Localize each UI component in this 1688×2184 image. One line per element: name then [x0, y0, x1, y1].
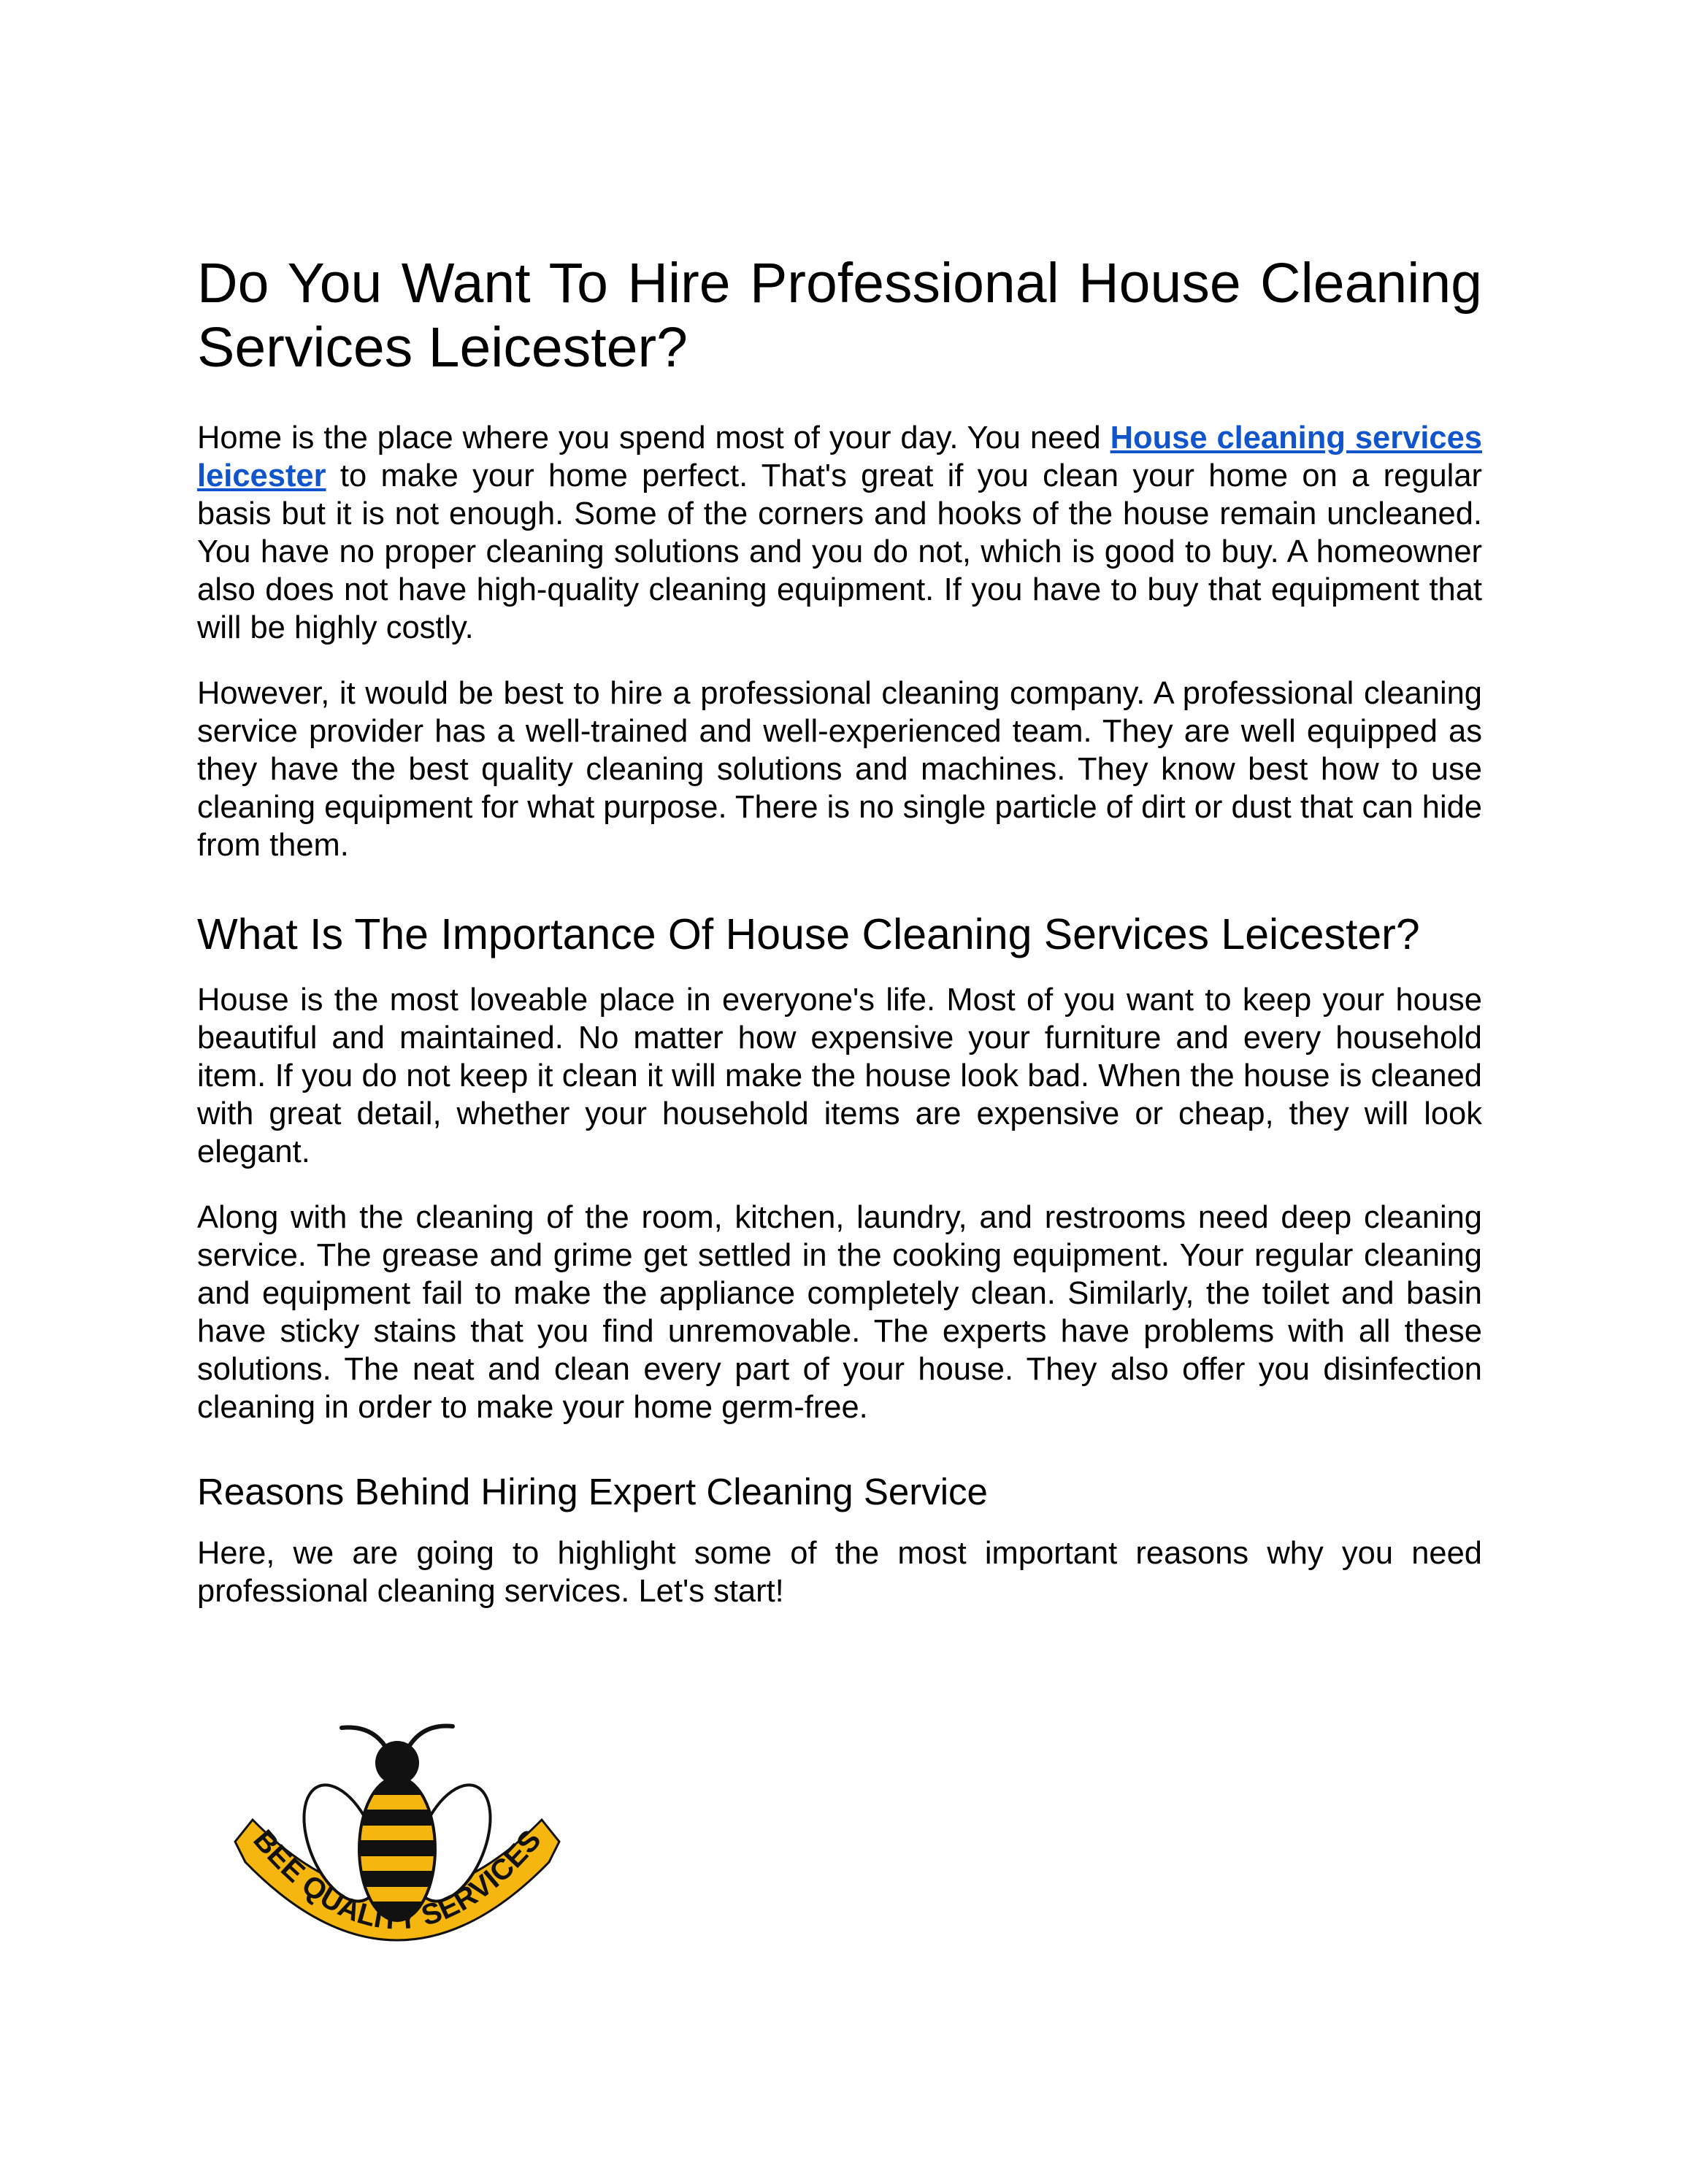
intro-text-after-link: to make your home perfect. That's great if you clean your home on a regular basis but it is not enough. Some of the corners and hooks of the house remain uncleaned. You have no proper cleaning solutions and you do not, which is good to buy. A homeowner also does not have high-quality cleaning equipment. If you have to buy that equipment that will be highly costly.: [197, 458, 1482, 645]
intro-paragraph: [197, 419, 1482, 647]
logo-brand-text: BEE QUALITY SERVICES: [247, 1823, 548, 1936]
right-antenna: [409, 1726, 453, 1747]
document-body: [197, 251, 1482, 1610]
house-cleaning-link[interactable]: House cleaning services leicester: [197, 420, 1482, 493]
left-antenna: [342, 1728, 385, 1747]
bee-icon: [232, 1719, 562, 1996]
paragraph-reasons-intro: Here, we are going to highlight some of the most important reasons why you need professional cleaning services. Let's start!: [197, 1536, 1482, 1609]
document-title: Do You Want To Hire Professional House Cleaning Services Leicester?: [197, 252, 1482, 379]
intro-text-before-link: Home is the place where you spend most of your day. You need: [197, 420, 1110, 455]
section-heading-reasons: Reasons Behind Hiring Expert Cleaning Service: [197, 1471, 988, 1512]
paragraph-deep-cleaning: Along with the cleaning of the room, kitchen, laundry, and restrooms need deep cleaning service. The grease and grime get settled in the cooking equipment. Your regular cleaning and equipment fail to make the appliance completely clean. Similarly, the toilet and basin have sticky stains that you find unremovable. The experts have problems with all these solutions. The neat and clean every part of your house. They also offer you disinfection cleaning in order to make your home germ-free.: [197, 1200, 1482, 1425]
bee-quality-services-logo: [232, 1719, 562, 1996]
section-heading-importance: What Is The Importance Of House Cleaning Services Leicester?: [197, 910, 1420, 958]
paragraph-house-importance: House is the most loveable place in everyone's life. Most of you want to keep your house beautiful and maintained. No matter how expensive your furniture and every household item. If you do not keep it clean it will make the house look bad. When the house is cleaned with great detail, whether your household items are expensive or cheap, they will look elegant.: [197, 983, 1482, 1169]
paragraph-professional-company: However, it would be best to hire a professional cleaning company. A professional cleaning service provider has a well-trained and well-experienced team. They are well equipped as they have the best quality cleaning solutions and machines. They know best how to use cleaning equipment for what purpose. There is no single particle of dirt or dust that can hide from them.: [197, 676, 1482, 863]
